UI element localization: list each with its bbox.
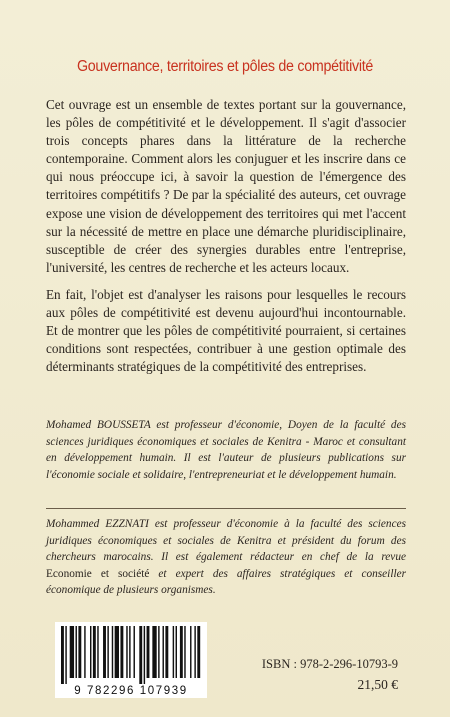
barcode-bar <box>90 626 91 678</box>
barcode-bar <box>165 626 168 678</box>
barcode-bar <box>197 626 200 678</box>
summary-text <box>46 96 406 385</box>
barcode-bar <box>120 626 123 678</box>
bio2-text-1: Mohammed EZZNATI est professeur d'économie à la faculté des sciences juridiques économiques et sociales de Kenitra et président du forum des chercheurs marocains. Il est également rédacteur en chef de la revue <box>46 518 406 564</box>
barcode-bar <box>184 626 185 678</box>
barcode-bar <box>115 626 119 678</box>
barcode-bar <box>70 626 74 678</box>
barcode-bar <box>194 626 195 678</box>
barcode-bar <box>61 626 64 684</box>
barcode-bar <box>144 626 145 684</box>
barcode-bar <box>103 626 106 678</box>
bio-divider <box>46 508 406 509</box>
barcode-bar <box>158 626 159 678</box>
barcode-bar <box>112 626 113 678</box>
author-bio-ezznati <box>46 516 406 599</box>
barcode-bar <box>139 626 142 684</box>
barcode-bar <box>107 626 108 678</box>
barcode-bar <box>180 626 183 678</box>
summary-paragraph-2: En fait, l'objet est d'analyser les raisons pour lesquelles le recours aux pôles de compétitivité est devenu aujourd'hui incontournable. Et de montrer que les pôles de compétitivité pourraient, si certaines conditions sont respectées, contribuer à une gestion optimale des déterminants stratégiques de la compétitivité des entreprises. <box>46 286 406 375</box>
barcode-bar <box>76 626 77 678</box>
barcode-bar <box>65 626 66 684</box>
barcode-bar <box>152 626 156 678</box>
isbn-text: ISBN : 978-2-296-10793-9 <box>261 657 398 671</box>
barcode-bar <box>190 626 191 678</box>
summary-paragraph-1: Cet ouvrage est un ensemble de textes portant sur la gouvernance, les pôles de compétitivité et le développement. Il s'agit d'associer trois concepts phares dans la littérature de la recherche contemporaine. Comment alors les conjuguer et les inscrire dans ce qui nous préoccupe ici, à savoir la question de l'émergence des territoires compétitifs ? De par la spécialité des auteurs, cet ouvrage expose une vision de développement des territoires qui met l'accent sur la nécessité de mettre en place une démarche pluridisciplinaire, susceptible de créer des synergies durables entre l'entreprise, l'université, les centres de recherche et les acteurs locaux. <box>46 97 406 275</box>
barcode-bar <box>129 626 130 678</box>
barcode-bar <box>78 626 81 678</box>
barcode-number: 9 782296 107939 <box>74 685 188 697</box>
barcode-bar <box>84 626 85 678</box>
isbn-barcode <box>55 622 207 698</box>
barcode-bar <box>173 626 174 678</box>
book-title: Gouvernance, territoires et pôles de compétitivité <box>76 58 374 75</box>
barcode-bar <box>93 626 96 678</box>
barcode-bars-icon <box>55 622 207 684</box>
barcode-bar <box>126 626 127 678</box>
barcode-bar <box>97 626 98 678</box>
barcode-bar <box>163 626 164 678</box>
barcode-bar <box>134 626 135 678</box>
price-text: 21,50 € <box>357 677 398 692</box>
bio2-text-2: et expert des affaires stratégiques et conseiller économique de plusieurs organismes. <box>46 567 407 597</box>
author-bio-bousseta: Mohamed BOUSSETA est professeur d'économie, Doyen de la faculté des sciences juridiques économiques et sociales de Kenitra - Maroc et consultant en développement humain. Il est l'auteur de plusieurs publications sur l'économie sociale et solidaire, l'entrepreneuriat et le développement humain. <box>46 419 406 481</box>
journal-name: Economie et société <box>46 567 150 580</box>
barcode-bar <box>147 626 150 678</box>
barcode-bar <box>176 626 177 678</box>
